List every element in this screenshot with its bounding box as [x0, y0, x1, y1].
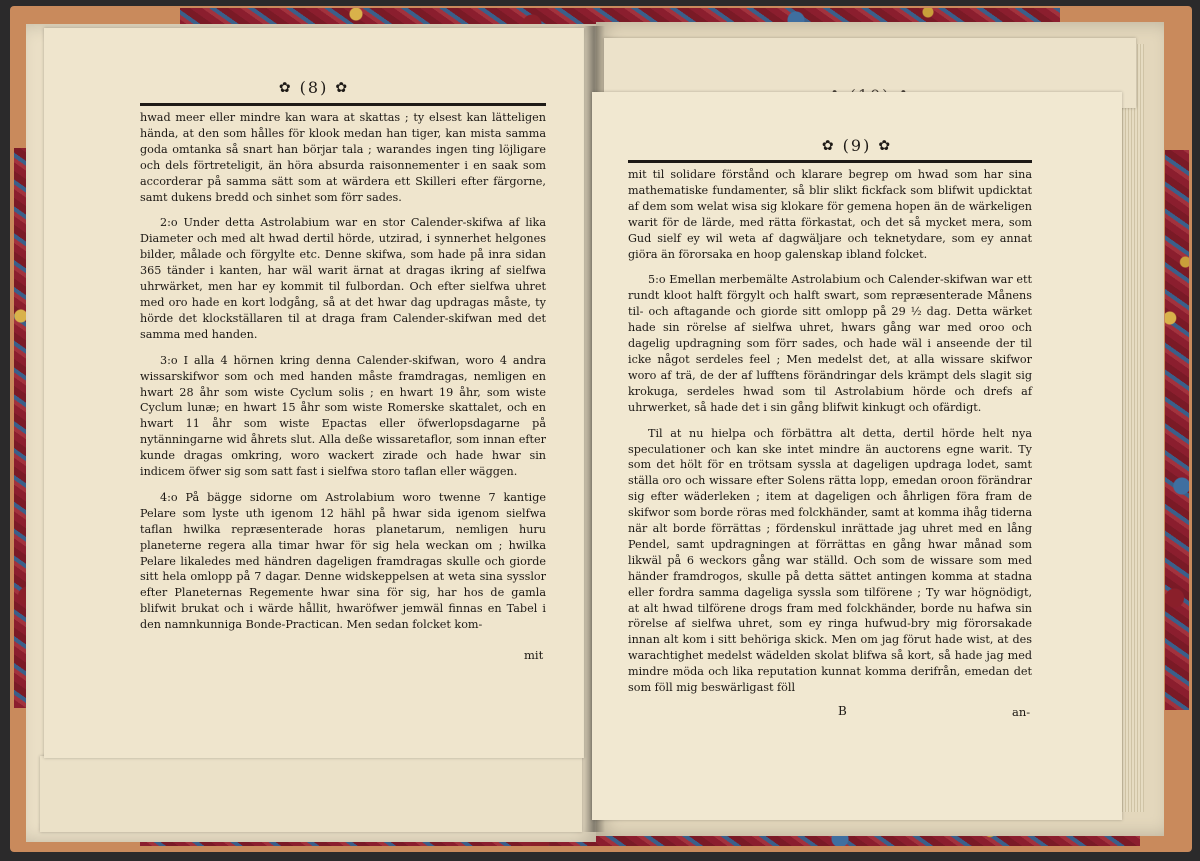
fleuron-icon: ✿: [335, 80, 350, 96]
paragraph: hwad meer eller mindre kan wara at skattas ; ty elsest kan lätteligen hända, at den som hålles för klook medan han tiger, kan mista samma goda omtanka så snart han börjar tala ; warandes ingen ting löjligare och dels förtreteligit, än höra absurda raisonnementer i en saak som accorderar på samma sätt som at wärdera ett Skilleri efter färgorne, samt dukens bredd och sinhet som förr sades.: [140, 111, 546, 204]
fleuron-icon: ✿: [821, 138, 836, 154]
catchword: an-: [1012, 705, 1031, 719]
catchword: mit: [524, 648, 544, 662]
left-page: [44, 28, 584, 758]
right-page-header: ✿ (9) ✿: [821, 136, 893, 155]
fleuron-icon: ✿: [278, 80, 293, 96]
paragraph: Til at nu hielpa och förbättra alt detta, dertil hörde helt nya speculationer och kan ske intet mindre än auctorens egne warit. Ty som det hölt för en trötsam syssla at dageligen updraga lodet, samt ställa oro och wissare efter Solens rätta lopp, emedan oroon förändrar sig efter wäderleken ; item at dageligen och åhrligen föra fram de skifwor som borde röras med folckhänder, samt at komma ihåg tiderna när alt borde förrättas ; fördenskul inrättade jag uhret med en lång Pendel, samt updragningen at förrättas en gång hwar månad som likwäl på 6 weckors gång war ställd. Och som de wissare som med händer framdrogos, skulle på detta sättet antingen komma at stadna eller fordra samma dageliga syssla som tilförene ; Ty war högnödigt, at alt hwad tilförene drogs fram med folckhänder, borde nu hafwa sin rörelse af sielfwa uhret, som ey ringa hufwud-bry mig förorsakade innan alt kom i sitt behöriga skick. Men om jag förut hade wist, at des warachtighet medelst wädelden skolat blifwa så kort, så hade jag med mindre möda och lika reputation kunnat komma derifrån, emedan det som föll mig beswärligast föll: [628, 426, 1032, 695]
paragraph: 2:o Under detta Astrolabium war en stor Calender-skifwa af lika Diameter och med alt hwad dertil hörde, utzirad, i synnerhet helgones bilder, målade och förgylte etc. Denne skifwa, som hade på inra sidan 365 tänder i kanten, har wäl warit ärnat at dragas ikring af sielfwa uhrwärket, men har ey kommit til fulbordan. Och efter sielfwa uhret med oro hade en kort lodgång, så at det hwar dag updragas måste, ty hörde det klockställaren til at draga fram Calender-skifwan med det samma med handen.: [140, 216, 546, 341]
signature-mark: B: [838, 704, 847, 718]
left-page-header: ✿ (8) ✿: [278, 78, 350, 97]
paragraph: 3:o I alla 4 hörnen kring denna Calender-skifwan, woro 4 andra wissarskifwor som och med handen måste framdragas, nemligen en hwart 28 åhr som wiste Cyclum solis ; en hwart 19 åhr, som wiste Cyclum lunæ; en hwart 15 åhr som wiste Romerske skattalet, och en hwart 11 åhr som wiste Epactas eller öfwerlopsdagarne på nytänningarne wid åhrets slut. Alla deße wissaretaflor, som innan efter kunde dragas omkring, woro wackert zirade och hade hwar sin indicem öfwer sig som satt fast i sielfwa storo taflan eller wäggen.: [140, 353, 546, 479]
header-rule: [140, 103, 546, 106]
fleuron-icon: ✿: [878, 138, 893, 154]
paragraph: 4:o På bägge sidorne om Astrolabium woro twenne 7 kantige Pelare som lyste uth igenom 12 hähl på hwar sida igenom sielfwa taflan hwilka repræsenterade horas planetarum, nemligen huru planeterne regera alla timar hwar för sig hela weckan om ; hwilka Pelare likaledes med händren dageligen framdragas skulle och giorde sitt hela omlopp på 7 dagar. Denne widskeppelsen at weta sina sysslor efter Planeternas Regemente hwar sina för sig, har hos de gamla blifwit brukat och i wärde hållit, hwaröfwer jemwäl finnas en Tabel i den namnkunniga Bonde-Practican. Men sedan folcket kom-: [140, 490, 546, 632]
marbled-board-right: [1165, 150, 1189, 710]
right-page-body: [628, 167, 1032, 706]
right-page: [592, 92, 1122, 820]
right-page-number: 9: [850, 136, 864, 155]
left-page-body: [140, 110, 546, 643]
underlying-leaf-left: [40, 756, 582, 832]
paragraph: mit til solidare förstånd och klarare begrep om hwad som har sina mathematiske fundamenter, så blir slikt fickfack som blifwit updicktat af dem som welat wisa sig klokare för gemena hopen än de wärkeligen warit för de lärde, med rätta förkastat, och det så mycket mera, som Gud sielf ey wil weta af dagwäljare och teknetydare, som ey annat giöra än förorsaka en hoop galenskap ibland folcket.: [628, 168, 1032, 261]
left-page-number: 8: [307, 78, 321, 97]
paragraph: 5:o Emellan merbemälte Astrolabium och Calender-skifwan war ett rundt kloot halft förgylt och halft swart, som repræsenterade Månens til- och aftagande och giorde sitt omlopp på 29 ½ dag. Detta wärket hade sin rörelse af sielfwa uhret, hwars gång war med oroo och dagelig updragning som förr sades, och hade wäl i anseende der til icke något serdeles feel ; Men medelst det, at alla wissare skifwor woro af trä, de der af lufftens förändringar dels krämpt dels slagit sig krokuga, serdeles hwad som til Astrolabium hörde och drefs af uhrwerket, så hade det i sin gång blifwit kinkugt och ofärdigt.: [628, 273, 1032, 414]
header-rule: [628, 160, 1032, 163]
page-edges: [1120, 44, 1144, 812]
